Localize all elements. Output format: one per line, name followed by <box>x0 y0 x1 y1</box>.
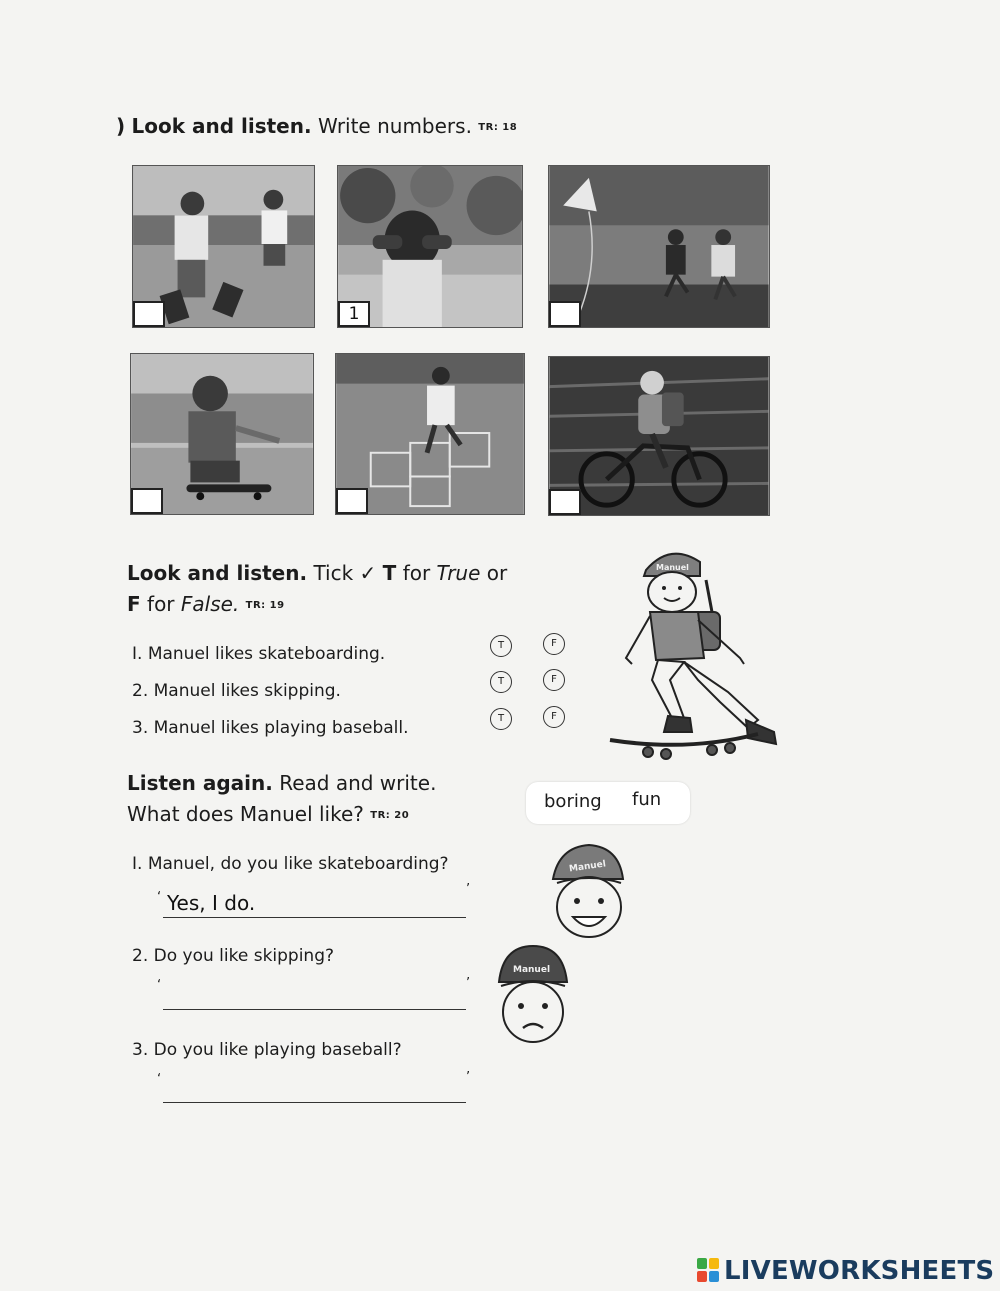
answer-box-hopscotch[interactable] <box>336 488 368 514</box>
section2-for-text: for <box>402 561 431 585</box>
section2-t-letter: T <box>382 561 397 585</box>
answer-box-hide-and-seek[interactable]: 1 <box>338 301 370 327</box>
photo-skateboarding <box>130 353 314 515</box>
false-option-2[interactable]: F <box>543 669 565 691</box>
close-quote-1: ’ <box>466 882 471 897</box>
answer-input-3[interactable] <box>163 1073 466 1103</box>
question-3: 3. Do you like playing baseball? <box>132 1040 402 1060</box>
true-option-2[interactable]: T <box>490 671 512 693</box>
liveworksheets-logo <box>697 1254 994 1288</box>
photo-baseball <box>132 165 315 328</box>
manuel-skateboarding-illustration <box>608 540 788 765</box>
section2-false-text: False. <box>180 592 240 616</box>
section3-title-bold: Listen again. <box>127 771 273 795</box>
section2-tick-text: Tick <box>313 561 354 585</box>
close-quote-2: ’ <box>466 976 471 991</box>
answer-box-skateboarding[interactable] <box>131 488 163 514</box>
section2-true-text: True <box>436 561 481 585</box>
section2-heading <box>127 558 597 620</box>
false-option-1[interactable]: F <box>543 633 565 655</box>
manuel-cap-label: Manuel <box>656 563 689 572</box>
section3-heading <box>127 768 517 830</box>
photo-hide-and-seek <box>337 165 523 328</box>
section2-for-text-2: for <box>147 592 175 616</box>
statement-1: I. Manuel likes skateboarding. <box>132 644 386 664</box>
word-bank-item-boring: boring <box>544 791 602 812</box>
photo-cycling <box>548 356 770 516</box>
liveworksheets-logo-icon <box>697 1258 721 1284</box>
section2-f-letter: F <box>127 592 141 616</box>
manuel-happy-face <box>549 843 625 941</box>
word-bank-item-fun: fun <box>632 789 662 810</box>
true-option-3[interactable]: T <box>490 708 512 730</box>
open-quote-2: ‘ <box>157 978 162 993</box>
happy-face-cap-label: Manuel <box>568 859 607 875</box>
sad-face-cap-label: Manuel <box>513 965 551 975</box>
answer-input-2[interactable] <box>163 980 466 1010</box>
statement-2: 2. Manuel likes skipping. <box>132 681 341 701</box>
liveworksheets-logo-text: LIVEWORKSHEETS <box>724 1256 995 1286</box>
answer-box-baseball[interactable] <box>133 301 165 327</box>
section1-title-rest: Write numbers. <box>317 114 472 138</box>
question-1: I. Manuel, do you like skateboarding? <box>132 854 449 874</box>
photo-flying-kite <box>548 165 770 328</box>
section3-title-rest: Read and write. <box>279 771 437 795</box>
question-2: 2. Do you like skipping? <box>132 946 335 966</box>
section1-heading <box>116 111 517 142</box>
true-option-1[interactable]: T <box>490 635 512 657</box>
open-quote-3: ‘ <box>157 1072 162 1087</box>
statement-3: 3. Manuel likes playing baseball. <box>132 718 409 738</box>
photo-hopscotch <box>335 353 525 515</box>
tick-mark-icon: ✓ <box>359 561 377 585</box>
section1-title-bold: Look and listen. <box>131 114 312 138</box>
manuel-sad-face <box>495 942 569 1046</box>
section2-track: TR: 19 <box>245 599 285 611</box>
flying-kite-image <box>549 166 769 327</box>
false-option-3[interactable]: F <box>543 706 565 728</box>
section2-or-text: or <box>486 561 508 585</box>
section3-subtitle: What does Manuel like? <box>127 802 364 826</box>
section2-title-bold: Look and listen. <box>127 561 308 585</box>
answer-box-cycling[interactable] <box>549 489 581 515</box>
answer-input-1[interactable] <box>163 888 466 918</box>
cycling-image <box>549 357 769 515</box>
word-bank <box>526 782 690 824</box>
section1-marker: ) <box>116 114 126 138</box>
section3-track: TR: 20 <box>370 809 410 821</box>
close-quote-3: ’ <box>466 1070 471 1085</box>
section1-track: TR: 18 <box>478 121 518 133</box>
open-quote-1: ‘ <box>157 890 162 905</box>
answer-box-flying-kite[interactable] <box>549 301 581 327</box>
